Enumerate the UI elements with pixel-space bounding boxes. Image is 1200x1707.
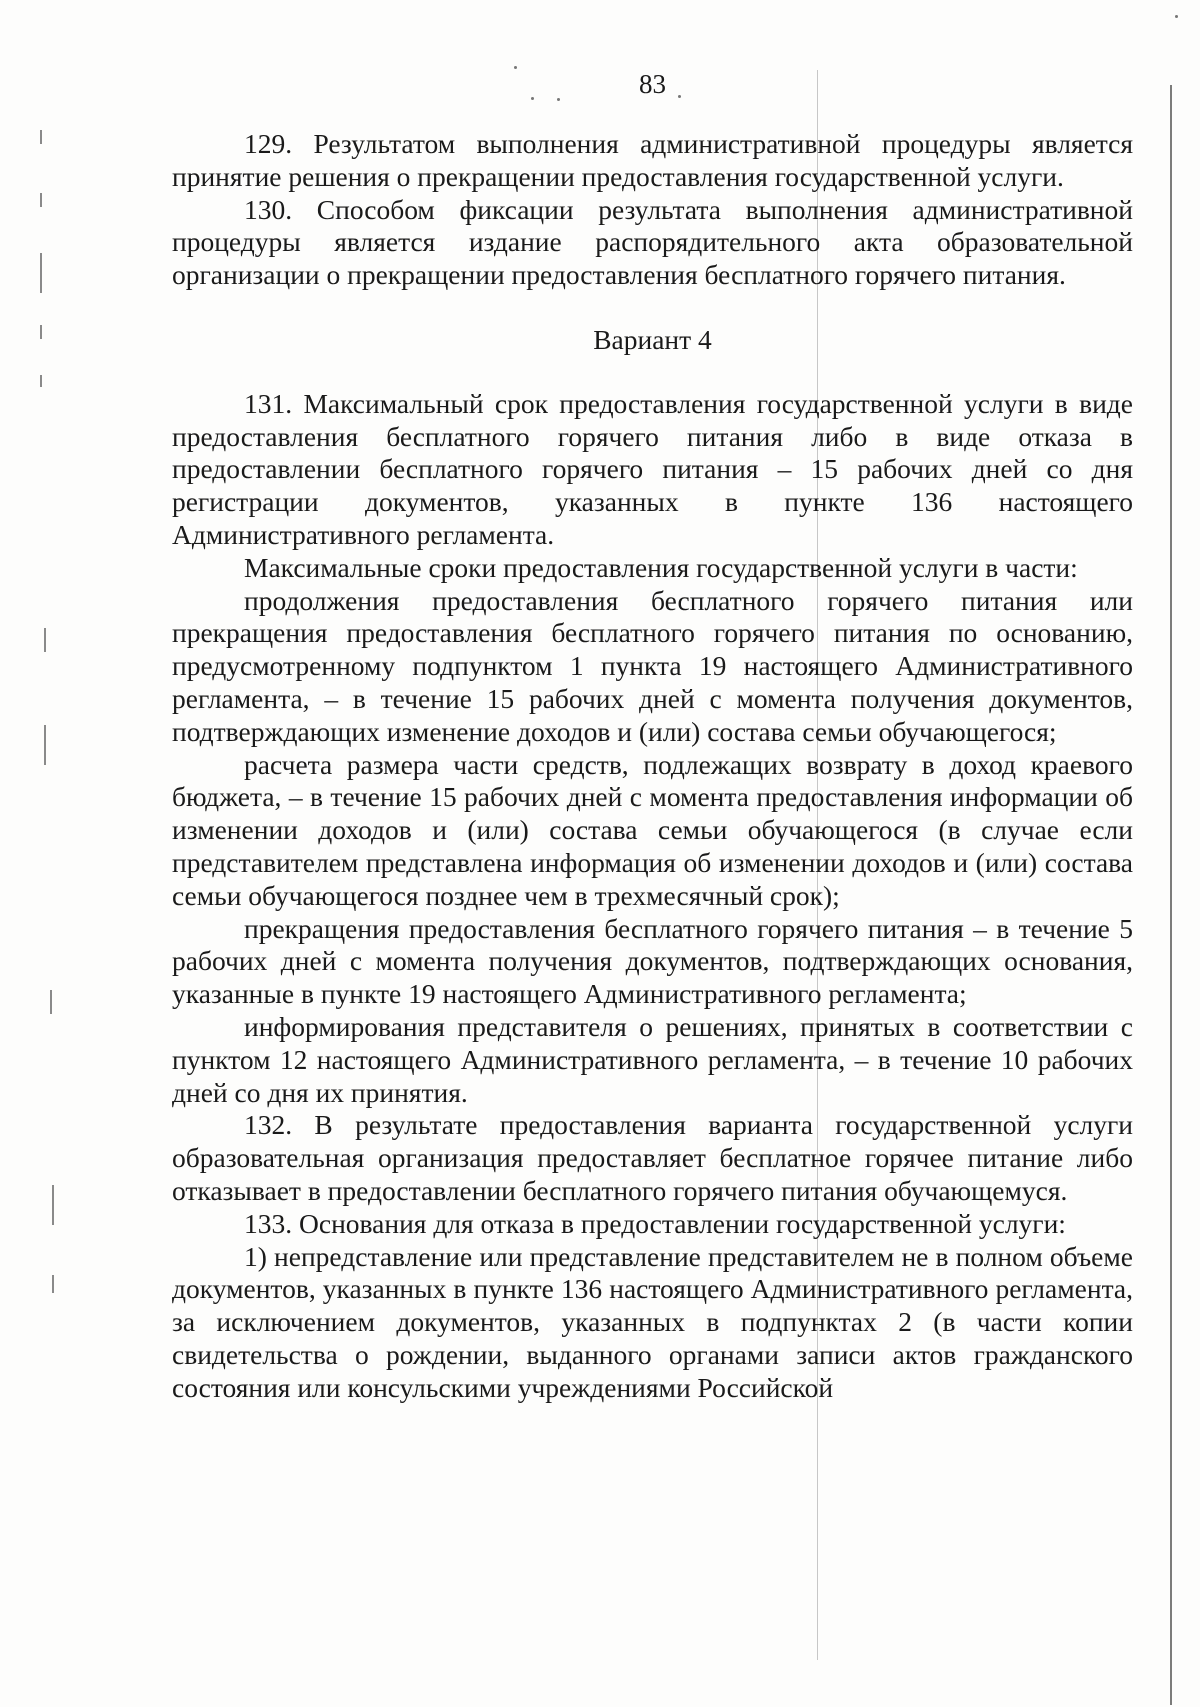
paragraph-133: 133. Основания для отказа в предоставлении государственной услуги:	[244, 1207, 1066, 1239]
paragraph-informing: информирования представителя о решениях, принятых в соответствии с пунктом 12 настоящего Административного регламента, – в течение 10 рабочих дней со дня их принятия.	[172, 1010, 1133, 1108]
scan-edge-line	[1170, 85, 1172, 1705]
page-number: 83	[639, 69, 666, 99]
scan-mark	[50, 990, 52, 1014]
section-heading: Вариант 4	[593, 323, 712, 355]
scan-mark	[44, 725, 46, 765]
scan-mark	[40, 375, 42, 387]
scan-speck	[1175, 15, 1178, 18]
paragraph-calculation: расчета размера части средств, подлежащих возврату в доход краевого бюджета, – в течение 15 рабочих дней с момента предоставления информации об изменении доходов и (или) состава семьи обучающегося (в случае если представителем представлена информация об изменении доходов и (или) состава семьи обучающегося позднее чем в трехмесячный срок);	[172, 748, 1133, 911]
paragraph-max-terms: Максимальные сроки предоставления государственной услуги в части:	[244, 551, 1078, 583]
scan-mark	[40, 130, 42, 144]
scan-mark	[40, 193, 42, 207]
scan-mark	[52, 1185, 54, 1225]
scan-mark	[44, 628, 46, 652]
paragraph-continuation: продолжения предоставления бесплатного горячего питания или прекращения предоставления бесплатного горячего питания по основанию, предусмотренному подпунктом 1 пункта 19 настоящего Административного регламента, – в течение 15 рабочих дней с момента получения документов, подтверждающих изменение доходов и (или) состава семьи обучающегося;	[172, 584, 1133, 747]
paragraph-132: 132. В результате предоставления варианта государственной услуги образовательная организация предоставляет бесплатное горячее питание либо отказывает в предоставлении бесплатного горячего питания обучающемуся.	[172, 1109, 1133, 1206]
scan-mark	[52, 1275, 54, 1293]
scan-mark	[40, 253, 42, 293]
document-body	[172, 128, 1133, 1404]
paragraph-129: 129. Результатом выполнения административной процедуры является принятие решения о прекращении предоставления государственной услуги.	[172, 128, 1133, 192]
paragraph-130: 130. Способом фиксации результата выполнения административной процедуры является издание распорядительного акта образовательной организации о прекращении предоставления бесплатного горячего питания.	[172, 193, 1133, 291]
scan-mark	[40, 325, 42, 339]
paragraph-131: 131. Максимальный срок предоставления государственной услуги в виде предоставления бесплатного горячего питания либо в виде отказа в предоставлении бесплатного горячего питания – 15 рабочих дней со дня регистрации документов, указанных в пункте 136 настоящего Административного регламента.	[172, 387, 1133, 550]
paragraph-termination: прекращения предоставления бесплатного горячего питания – в течение 5 рабочих дней с момента получения документов, подтверждающих основания, указанные в пункте 19 настоящего Административного регламента;	[172, 912, 1133, 1010]
paragraph-133-item-1: 1) непредставление или представление представителем не в полном объеме документов, указанных в пункте 136 настоящего Административного регламента, за исключением документов, указанных в подпунктах 2 (в части копии свидетельства о рождении, выданного органами записи актов гражданского состояния или консульскими учреждениями Российской	[172, 1240, 1133, 1403]
